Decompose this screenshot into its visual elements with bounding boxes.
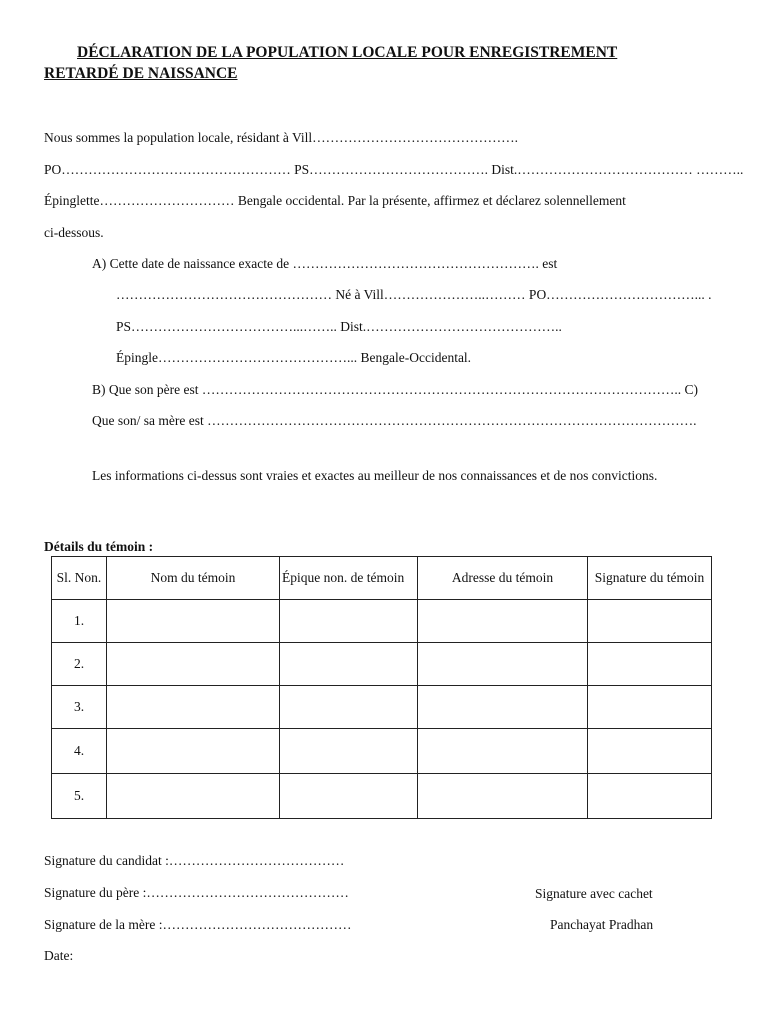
candidate-signature-line: Signature du candidat :………………………………… [44, 853, 345, 868]
table-row [52, 600, 712, 643]
header-epic: Épique non. de témoin [280, 557, 418, 600]
row-number: 5. [52, 774, 107, 819]
header-name: Nom du témoin [107, 557, 280, 600]
witness-address-cell [418, 600, 588, 643]
witness-epic-cell [280, 774, 418, 819]
title-line-2: RETARDÉ DE NAISSANCE [44, 65, 238, 82]
witness-address-cell [418, 729, 588, 774]
father-signature-line: Signature du père :……………………………………… [44, 885, 349, 900]
witness-name-cell [107, 686, 280, 729]
witness-heading: Détails du témoin : [44, 539, 154, 554]
stamp-signature-label: Signature avec cachet [535, 886, 653, 901]
date-label: Date: [44, 948, 74, 963]
mother-signature-line: Signature de la mère :…………………………………… [44, 917, 352, 932]
witness-name-cell [107, 729, 280, 774]
witness-table [51, 556, 712, 819]
title-line-1: DÉCLARATION DE LA POPULATION LOCALE POUR ENREGISTREMENT [77, 44, 618, 61]
witness-address-cell [418, 774, 588, 819]
pin-declare-line: Épinglette………………………… Bengale occidental. Par la présente, affirmez et déclarez solennellement [44, 193, 626, 208]
row-number: 3. [52, 686, 107, 729]
witness-address-cell [418, 686, 588, 729]
witness-signature-cell [588, 774, 712, 819]
witness-epic-cell [280, 686, 418, 729]
witness-name-cell [107, 643, 280, 686]
witness-signature-cell [588, 686, 712, 729]
witness-epic-cell [280, 729, 418, 774]
witness-address-cell [418, 643, 588, 686]
clause-a-pin-line: Épingle……………………………………... Bengale-Occidental. [116, 350, 472, 365]
clause-a-date-line: A) Cette date de naissance exacte de ………………………………………………. est [92, 256, 558, 271]
row-number: 1. [52, 600, 107, 643]
clause-b-mother-line: Que son/ sa mère est ………………………………………………………………………………………………. [92, 413, 697, 428]
truth-statement: Les informations ci-dessus sont vraies et exactes au meilleur de nos connaissances et de nos convictions. [92, 468, 658, 483]
header-signature: Signature du témoin [588, 557, 712, 600]
row-number: 4. [52, 729, 107, 774]
resident-village-line: Nous sommes la population locale, résidant à Vill………………………………………. [44, 130, 519, 145]
below-line: ci-dessous. [44, 225, 104, 240]
witness-table-header [52, 557, 712, 600]
witness-signature-cell [588, 643, 712, 686]
header-serial: Sl. Non. [52, 557, 107, 600]
witness-name-cell [107, 774, 280, 819]
panchayat-pradhan-label: Panchayat Pradhan [550, 917, 654, 932]
table-row [52, 774, 712, 819]
row-number: 2. [52, 643, 107, 686]
witness-epic-cell [280, 600, 418, 643]
witness-name-cell [107, 600, 280, 643]
clause-a-ps-line: PS………………………………...…….. Dist.…………………………………….. [116, 319, 562, 334]
witness-signature-cell [588, 600, 712, 643]
table-row [52, 686, 712, 729]
po-ps-dist-line: PO…………………………………………… PS…………………………………. Dist.………………………………… ……….. [44, 162, 744, 177]
clause-a-born-line: ………………………………………… Né à Vill…………………..……… PO……………………………... . [116, 287, 712, 302]
witness-epic-cell [280, 643, 418, 686]
table-row [52, 729, 712, 774]
clause-b-father-line: B) Que son père est …………………………………………………………………………………………….. C) [92, 382, 698, 397]
header-address: Adresse du témoin [418, 557, 588, 600]
witness-signature-cell [588, 729, 712, 774]
table-row [52, 643, 712, 686]
